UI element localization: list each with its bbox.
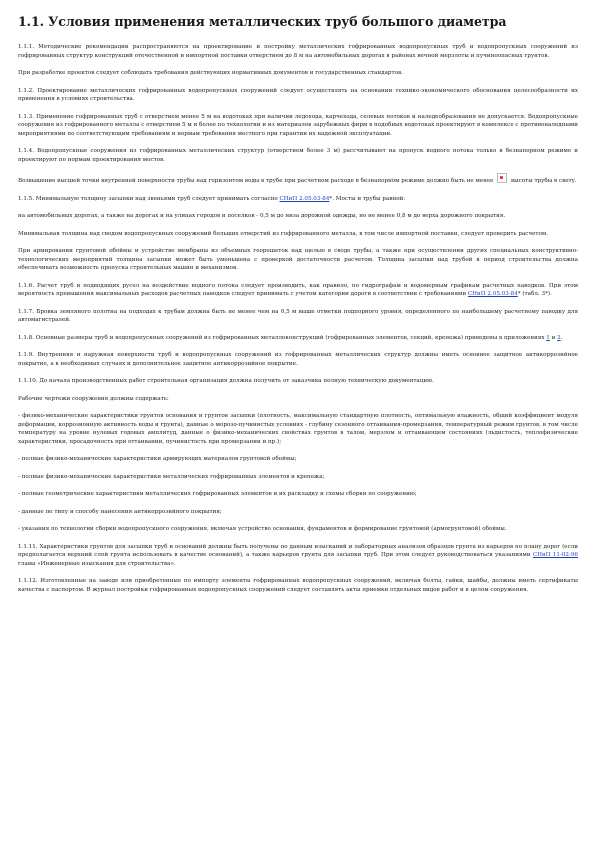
snip-link[interactable]: СНиП 2.05.03-84 [279, 195, 330, 202]
paragraph-elevation-text-a: Возвышение высшей точки внутренней поверхности трубы над горизонтом воды в трубе при расчетном расходе в безнапорном режиме должно быть не менее [18, 178, 494, 184]
paragraph-1-1-1: 1.1.1. Методические рекомендации распространяются на проектирование и постройку металлических гофрированных водопропускных труб и водопропускных сооружений из гофрированных структур конструкций отечественной и импортной поставки отверстием до 8 м на автомобильных дорогах в районах вечной мерзлоты и пучиноопасных грунтов. [18, 44, 578, 59]
page-title: 1.1. Условия применения металлических труб большого диаметра [18, 14, 507, 29]
paragraph-drawings-intro: Рабочие чертежи сооружения должны содержать: [18, 395, 169, 402]
paragraph-elevation-text-b: высоты трубы в свету. [511, 178, 577, 184]
paragraph-1-1-3: 1.1.3. Применение гофрированных труб с отверстием менее 5 м на водотоках при наличии ледохода, карчехода, селевых потоков и наледеобразования не допускается. Водопропускные сооружения из гофрированного металла с отверстием 5 м и более по технологии и из материалов зарубежных фирм в подобных водотоках проектируют в комплексе с противоналедными мероприятиями по соответствующим требованиям и нормам требования местного при гарантии их надежной эксплуатации. [18, 113, 578, 137]
paragraph-1-1-5-text-a: 1.1.5. Минимальную толщину засыпки над звеньями труб следует принимать согласно [18, 195, 278, 202]
appendix-2-link[interactable]: 2 [557, 334, 561, 341]
paragraph-1-1-9: 1.1.9. Внутренняя и наружная поверхности труб и водопропускных сооружений из гофрированных металлических структур должны иметь основное защитное антикоррозийное покрытие, а в необходимых случаях и дополнительное защитное антикоррозийное покрытие. [18, 352, 578, 367]
paragraph-1-1-5 [18, 195, 578, 204]
list-item-coating: - данные по типу и способу нанесения антикоррозийного покрытия; [18, 508, 222, 515]
paragraph-1-1-8 [18, 334, 578, 343]
document-page [18, 14, 578, 603]
paragraph-1-1-8-end: . [560, 334, 563, 341]
paragraph-reinforcement: При армировании грунтовой обоймы и устройстве мембраны из объемных георешеток над щелью в своде трубы, а также при осуществлении других специальных конструктивно-технологических мероприятий толщина засыпки может быть уменьшена с проверкой достаточности расчетом. Толщина засыпки над трубой в период строительства должна обеспечивать возможность пропуска строительных машин и механизмов. [18, 248, 578, 271]
paragraph-1-1-8-conj: и [549, 334, 558, 341]
paragraph-1-1-7: 1.1.7. Бровка земляного полотна на подходах к трубам должна быть не менее чем на 0,5 м выше отметки подпорного уровня, определенного по наибольшему расчетному паводку для автомагистралей. [18, 308, 578, 323]
paragraph-1-1-8-text-a: 1.1.8. Основные размеры труб и водопропускных сооружений из гофрированных металлоконструкций (гофрированных элементов, секций, крепежа) приведены в приложениях [18, 334, 545, 341]
paragraph-1-1-11-text-a: 1.1.11. Характеристики грунтов для засыпки труб и оснований должны быть получены по данным изысканий и лабораторных анализов образцов грунта из карьеров по плану дорог (если предполагается верхний слой грунта использовать в качестве оснований), а также карьеров грунта для засыпки труб. При этом следует руководствоваться указаниями [18, 543, 578, 558]
paragraph-1-1-6 [18, 282, 578, 299]
paragraph-elevation [18, 173, 578, 186]
list-item-soil-properties: - физико-механические характеристики грунтов основания и грунтов засыпки (плотность, максимальную стандартную плотность, оптимальную влажность, общий коэффициент модуля деформации, коррозионную активность воды и грунта), данные о морозо-пучинистых условиях - глубину сезонного оттаивания-промерзания, температурный режим грунтов, в том числе температуру на уровне нулевых годовых амплитуд, данные о физико-механических свойствах грунтов в талом, мерзлом и оттаивающем состояниях (льдистость, теплофизические характеристики, просадочность при оттаивании, пучинистость при промерзании и пр.); [18, 413, 578, 445]
paragraph-1-1-12: 1.1.12. Изготовленные на заводе или приобретенные по импорту элементы гофрированных водопропускных сооружений, включая болты, гайки, шайбы, должны иметь сертификаты качества с паспортом. В журнал постройки гофрированных водопропускных сооружений следует составлять акты приемки отдельных видов работ и в целом сооружения. [18, 578, 578, 593]
snip-link[interactable]: СНиП 11-02-96 [532, 552, 578, 558]
paragraph-1-1-5-text-b: *. Мосты и трубы равной: [329, 195, 406, 202]
snip-link[interactable]: СНиП 2.05.03-84 [467, 291, 518, 297]
paragraph-1-1-11 [18, 543, 578, 569]
list-item-metal-properties: - полные физико-механические характеристики металлических гофрированных элементов и крепежа; [18, 473, 325, 480]
list-item-reinforcement-materials: - полные физико-механические характеристики армирующих материалов грунтовой обоймы; [18, 456, 297, 462]
broken-image-icon [497, 173, 507, 183]
paragraph-min-thickness: Минимальная толщина над сводом водопропускных сооружений больших отверстий из гофрированного металла, в том числе импортной поставки, следует проверить расчетом. [18, 230, 548, 237]
paragraph-1-1-6-text-b: * (табл. 3*). [517, 291, 552, 297]
paragraph-development-note: При разработке проектов следует соблюдать требования действующих нормативных документов и государственных стандартов. [18, 70, 403, 76]
paragraph-1-1-6-text-a: 1.1.6. Расчет труб и подводящих русел на воздействие водного потока следует производить, как правило, по гидрографам и водомерным графикам расчетных паводков. При этом вероятность превышения максимальных расходов расчетных паводков следует принимать с учетом категории дороги в соответствии с требованиями [18, 282, 578, 297]
list-item-assembly: - указания по технологии сборки водопропускного сооружения, включая устройство основания, фундаментов и формирование грунтовой (армогрунтовой) обоймы. [18, 526, 507, 532]
paragraph-1-1-10: 1.1.10. До начала производственных работ строительная организация должна получить от заказчика полную техническую документацию. [18, 378, 434, 384]
list-item-geometry: - полные геометрические характеристики металлических гофрированных элементов и их раскладку и схемы сборки по сооружению; [18, 491, 417, 497]
paragraph-1-1-11-text-b: главы «Инженерные изыскания для строительства». [18, 560, 176, 567]
paragraph-1-1-2: 1.1.2. Проектирование металлических гофрированных водопропускных сооружений следует осуществлять на основании технико-экономического обоснования целесообразности их применения в условиях строительства. [18, 87, 578, 102]
paragraph-road-fill: на автомобильных дорогах, а также на дорогах и на улицах городов и поселков - 0,5 м до низа дорожной одежды, но не менее 0,8 м до верха дорожного покрытия. [18, 213, 506, 219]
paragraph-1-1-4: 1.1.4. Водопропускные сооружения из гофрированных металлических структур (отверстием более 3 м) рассчитывают на пропуск водного потока только в безнапорном режиме и проектируют по нормам проектирования мостов. [18, 148, 578, 163]
appendix-1-link[interactable]: 1 [546, 334, 550, 341]
